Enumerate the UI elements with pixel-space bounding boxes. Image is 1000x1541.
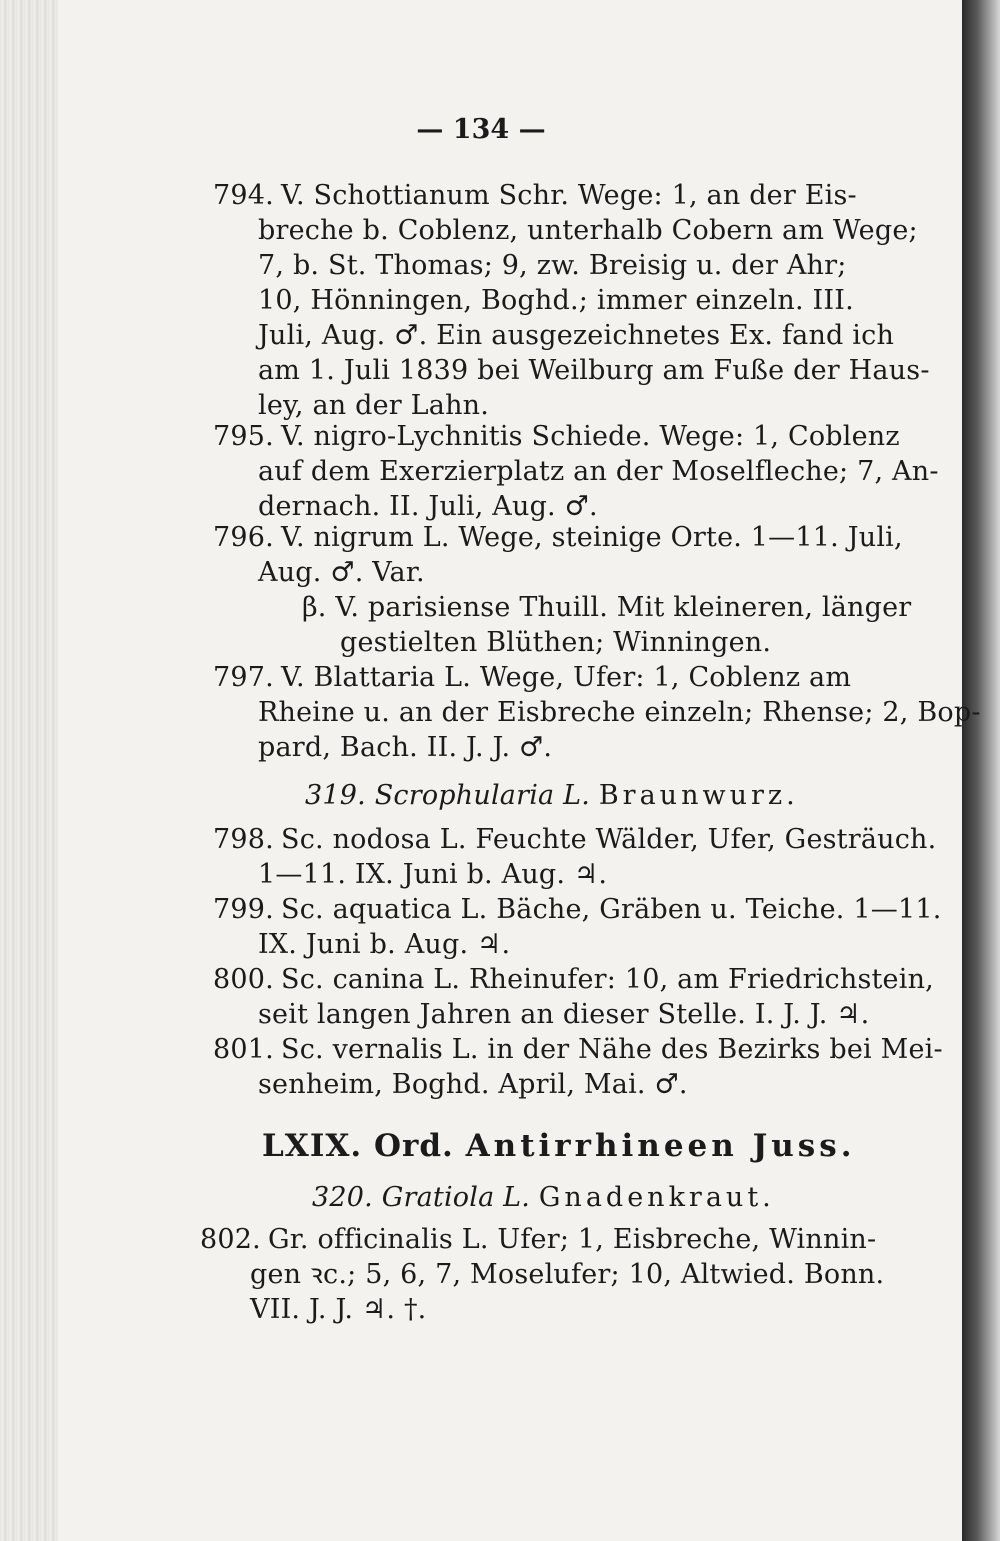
- genus-latin-name: Gratiola L.: [381, 1182, 531, 1213]
- entry-799-line-1: 799. Sc. aquatica L. Bäche, Gräben u. Teiche. 1—11.: [213, 892, 941, 928]
- entry-802-line-3: VII. J. J. ♃. †.: [250, 1294, 427, 1325]
- entry-number: 798.: [213, 824, 274, 855]
- genus-number: 320.: [312, 1182, 373, 1213]
- entry-798-line-1: 798. Sc. nodosa L. Feuchte Wälder, Ufer, Gesträuch.: [213, 822, 936, 858]
- order-name: Antirrhineen Juss.: [465, 1128, 856, 1164]
- entry-796-line-1: 796. V. nigrum L. Wege, steinige Orte. 1—11. Juli,: [213, 520, 903, 556]
- page-number: — 134 —: [416, 114, 546, 145]
- entry-795-line-3: dernach. II. Juli, Aug. ♂.: [258, 491, 598, 522]
- entry-799-line-2: IX. Juni b. Aug. ♃.: [258, 929, 511, 960]
- entry-794-line-1: 794. V. Schottianum Schr. Wege: 1, an der Eis-: [213, 178, 857, 214]
- variety-beta-line-2: gestielten Blüthen; Winningen.: [340, 627, 772, 658]
- entry-number: 794.: [213, 180, 274, 211]
- genus-heading-320: [312, 1180, 775, 1216]
- entry-number: 802.: [200, 1224, 261, 1255]
- order-heading: [262, 1128, 856, 1164]
- entry-number: 795.: [213, 421, 274, 452]
- entry-800-line-1: 800. Sc. canina L. Rheinufer: 10, am Friedrichstein,: [213, 962, 934, 998]
- genus-german-name: Gnadenkraut.: [538, 1182, 775, 1213]
- entry-802-line-1: 802. Gr. officinalis L. Ufer; 1, Eisbreche, Winnin-: [200, 1222, 876, 1258]
- entry-number: 799.: [213, 894, 274, 925]
- entry-801-line-1: 801. Sc. vernalis L. in der Nähe des Bezirks bei Mei-: [213, 1032, 943, 1068]
- entry-797-line-3: pard, Bach. II. J. J. ♂.: [258, 732, 553, 763]
- entry-797-line-2: Rheine u. an der Eisbreche einzeln; Rhense; 2, Bop-: [258, 697, 981, 728]
- entry-801-line-2: senheim, Boghd. April, Mai. ♂.: [258, 1069, 688, 1100]
- entry-794-line-5: Juli, Aug. ♂. Ein ausgezeichnetes Ex. fand ich: [258, 320, 895, 351]
- entry-number: 801.: [213, 1034, 274, 1065]
- entry-number: 796.: [213, 522, 274, 553]
- genus-german-name: Braunwurz.: [598, 780, 799, 811]
- entry-798-line-2: 1—11. IX. Juni b. Aug. ♃.: [258, 859, 608, 890]
- entry-number: 797.: [213, 662, 274, 693]
- entry-800-line-2: seit langen Jahren an dieser Stelle. I. J. J. ♃.: [258, 999, 870, 1030]
- entry-795-line-1: 795. V. nigro-Lychnitis Schiede. Wege: 1, Coblenz: [213, 419, 900, 455]
- entry-797-line-1: 797. V. Blattaria L. Wege, Ufer: 1, Coblenz am: [213, 660, 851, 696]
- entry-794-line-6: am 1. Juli 1839 bei Weilburg am Fuße der Haus-: [258, 355, 930, 386]
- entry-794-line-4: 10, Hönningen, Boghd.; immer einzeln. III.: [258, 285, 854, 316]
- genus-heading-319: [305, 778, 799, 814]
- entry-794-line-3: 7, b. St. Thomas; 9, zw. Breisig u. der Ahr;: [258, 250, 847, 281]
- entry-794-line-2: breche b. Coblenz, unterhalb Cobern am Wege;: [258, 215, 918, 246]
- entry-796-line-2: Aug. ♂. Var.: [258, 557, 425, 588]
- order-abbr: Ord.: [374, 1128, 454, 1164]
- genus-latin-name: Scrophularia L.: [374, 780, 591, 811]
- entry-795-line-2: auf dem Exerzierplatz an der Moselfleche; 7, An-: [258, 456, 939, 487]
- variety-beta-line-1: β. V. parisiense Thuill. Mit kleineren, länger: [302, 592, 912, 623]
- entry-802-line-2: gen ꝛc.; 5, 6, 7, Moselufer; 10, Altwied. Bonn.: [250, 1259, 885, 1290]
- binding-shadow: [962, 0, 1000, 1541]
- order-number: LXIX.: [262, 1128, 363, 1164]
- entry-number: 800.: [213, 964, 274, 995]
- entry-794-line-7: ley, an der Lahn.: [258, 390, 490, 421]
- genus-number: 319.: [305, 780, 366, 811]
